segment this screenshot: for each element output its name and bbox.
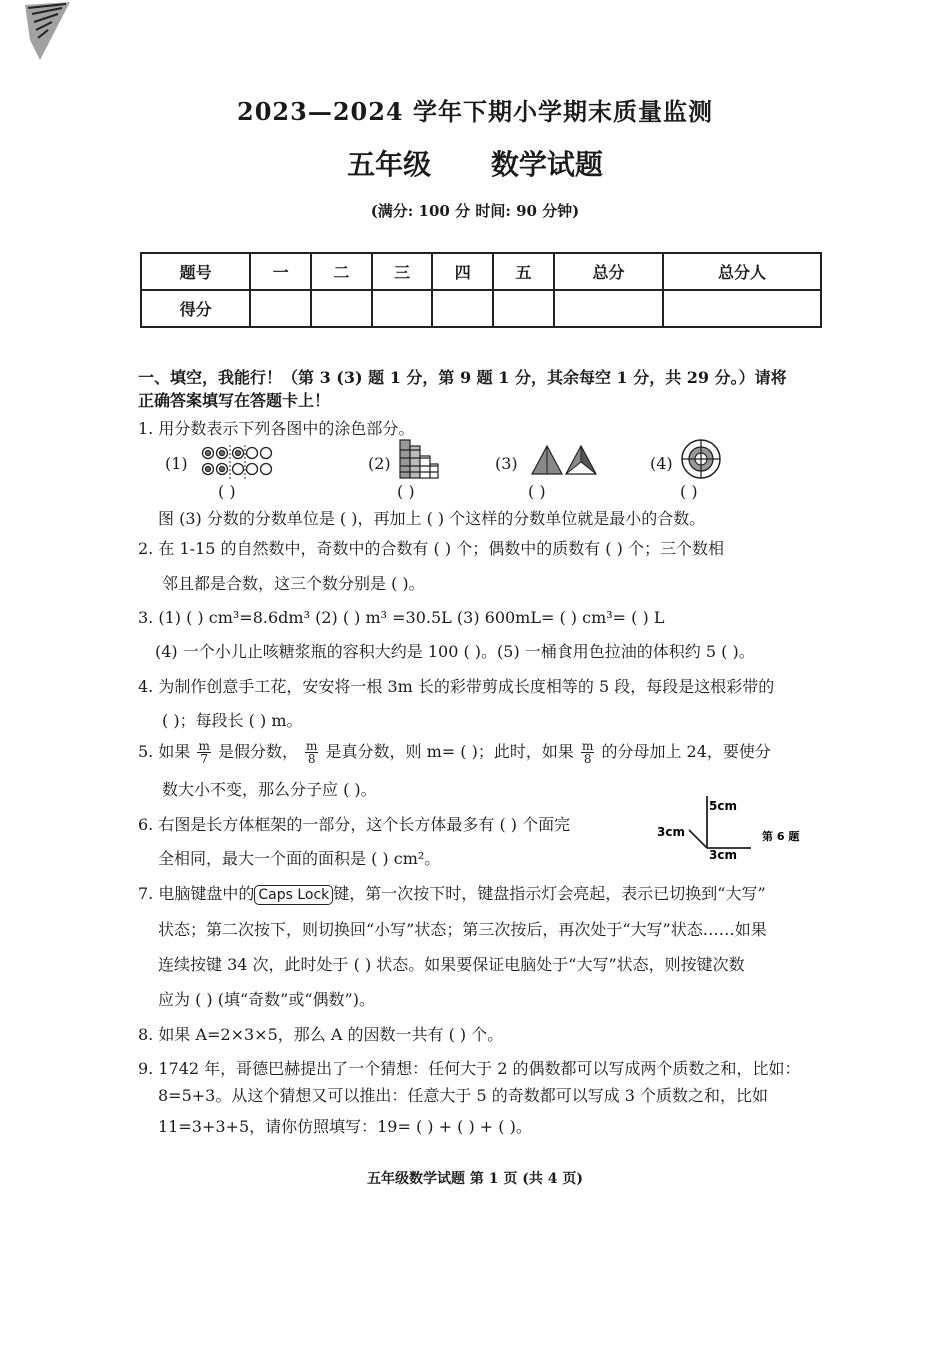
question-9-line2: 8=5+3。从这个猜想又可以推出：任意大于 5 的奇数都可以写成 3 个质数之和，比如 — [158, 1086, 769, 1105]
score-table — [140, 252, 822, 328]
q7-text-b: 键，第一次按下时，键盘指示灯会亮起，表示已切换到“大写” — [333, 884, 766, 903]
question-8: 8. 如果 A=2×3×5，那么 A 的因数一共有 ( ) 个。 — [138, 1025, 504, 1044]
fraction-m-over-7 — [197, 740, 210, 765]
score-cell: 总分人 — [663, 253, 821, 290]
question-1: 1. 用分数表示下列各图中的涂色部分。 — [138, 419, 415, 438]
fig6-width-label: 3cm — [709, 848, 737, 860]
score-table-score-row — [141, 290, 821, 327]
exam-info: (满分: 100 分 时间: 90 分钟) — [370, 202, 580, 220]
q1-answer-blank-4[interactable]: ( ) — [680, 482, 698, 501]
score-cell: 一 — [250, 253, 311, 290]
question-4-line1: 4. 为制作创意手工花，安安将一根 3m 长的彩带剪成长度相等的 5 段，每段是这根彩带的 — [138, 677, 775, 696]
question-3-line1: 3. (1) ( ) cm³=8.6dm³ (2) ( ) m³ =30.5L (3) 600mL= ( ) cm³= ( ) L — [138, 608, 665, 627]
section1-heading-line1: 一、填空，我能行！（第 3 (3) 题 1 分，第 9 题 1 分，其余每空 1 分，共 29 分。）请将 — [138, 368, 787, 387]
question-1-line2: 图 (3) 分数的分数单位是 ( )，再加上 ( ) 个这样的分数单位就是最小的合数。 — [158, 509, 706, 528]
score-entry-cell[interactable] — [663, 290, 821, 327]
fraction-numerator: m — [581, 739, 594, 753]
q5-text-a: 5. 如果 — [138, 742, 191, 761]
subject-label: 数学试题 — [490, 148, 603, 181]
fraction-numerator: m — [306, 739, 318, 753]
score-cell: 总分 — [554, 253, 663, 290]
q7-text-a: 7. 电脑键盘中的 — [138, 884, 255, 903]
q1-answer-blank-3[interactable]: ( ) — [528, 482, 546, 501]
grid-blocks-figure — [398, 438, 440, 480]
question-5-line2: 数大小不变，那么分子应 ( )。 — [162, 780, 377, 799]
fraction-denominator: 8 — [583, 752, 592, 766]
question-2-line2: 邻且都是合数，这三个数分别是 ( )。 — [162, 574, 425, 593]
question-9-line3: 11=3+3+5，请你仿照填写：19= ( ) + ( ) + ( )。 — [158, 1117, 532, 1136]
score-cell: 题号 — [141, 253, 250, 290]
question-6-line1: 6. 右图是长方体框架的一部分，这个长方体最多有 ( ) 个面完 — [138, 815, 571, 834]
score-entry-cell[interactable] — [372, 290, 433, 327]
fraction-denominator: 7 — [200, 752, 208, 766]
q5-text-b: 是假分数， — [217, 742, 298, 761]
score-cell: 二 — [311, 253, 372, 290]
fig6-tag: 第 6 题 — [762, 830, 800, 843]
circles-figure — [200, 445, 275, 480]
question-7-line1 — [138, 884, 766, 905]
score-entry-cell[interactable] — [311, 290, 372, 327]
fraction-denominator: 8 — [307, 752, 316, 766]
score-cell: 得分 — [141, 290, 250, 327]
question-5-line1 — [138, 740, 771, 765]
fraction-m-over-8 — [305, 740, 318, 765]
exam-title: 2023—2024 学年下期小学期末质量监测 — [237, 97, 713, 126]
question-7-line2: 状态；第二次按下，则切换回“小写”状态；第三次按后，再次处于“大写”状态……如果 — [158, 920, 767, 939]
score-entry-cell[interactable] — [432, 290, 493, 327]
question-2-line1: 2. 在 1-15 的自然数中，奇数中的合数有 ( ) 个；偶数中的质数有 ( ) 个；三个数相 — [138, 539, 724, 558]
question-9-line1: 9. 1742 年，哥德巴赫提出了一个猜想：任何大于 2 的偶数都可以写成两个质数之和，比如： — [138, 1059, 801, 1078]
q1-answer-blank-2[interactable]: ( ) — [397, 482, 415, 501]
score-cell: 五 — [493, 253, 554, 290]
q5-text-c: 是真分数，则 m= ( )；此时，如果 — [325, 742, 574, 761]
target-circle-figure — [680, 438, 722, 480]
score-entry-cell[interactable] — [250, 290, 311, 327]
cuboid-frame-figure — [655, 790, 830, 860]
score-cell: 三 — [372, 253, 433, 290]
question-7-line4: 应为 ( ) (填“奇数”或“偶数”)。 — [158, 990, 375, 1009]
section1-heading-line2: 正确答案填写在答题卡上！ — [138, 391, 331, 410]
question-6-line2: 全相同，最大一个面的面积是 ( ) cm²。 — [158, 849, 441, 868]
question-7-line3: 连续按键 34 次，此时处于 ( ) 状态。如果要保证电脑处于“大写”状态，则按键次数 — [158, 955, 745, 974]
score-entry-cell[interactable] — [554, 290, 663, 327]
q5-text-d: 的分母加上 24，要使分 — [601, 742, 771, 761]
score-table-header-row — [141, 253, 821, 290]
q1-label-1: (1) — [165, 454, 188, 473]
question-3-line2: (4) 一个小儿止咳糖浆瓶的容积大约是 100 ( )。(5) 一桶食用色拉油的体积约 5 ( )。 — [155, 642, 755, 661]
q1-label-4: (4) — [650, 454, 673, 473]
fig6-height-label: 5cm — [709, 799, 737, 813]
score-cell: 四 — [432, 253, 493, 290]
caps-lock-key: Caps Lock — [254, 885, 333, 905]
fraction-m-over-8-b — [581, 740, 594, 765]
question-4-line2: ( )；每段长 ( ) m。 — [162, 711, 303, 730]
score-entry-cell[interactable] — [493, 290, 554, 327]
fraction-numerator: m — [198, 739, 210, 753]
q1-label-3: (3) — [495, 454, 518, 473]
fig6-depth-label: 3cm — [657, 825, 685, 839]
q1-answer-blank-1[interactable]: ( ) — [218, 482, 236, 501]
grade-label: 五年级 — [347, 148, 432, 181]
corner-scribble-mark — [0, 0, 80, 70]
exam-subtitle — [0, 143, 950, 183]
q1-label-2: (2) — [368, 454, 391, 473]
triangles-figure — [530, 444, 600, 476]
page-footer: 五年级数学试题 第 1 页 (共 4 页) — [367, 1171, 583, 1187]
